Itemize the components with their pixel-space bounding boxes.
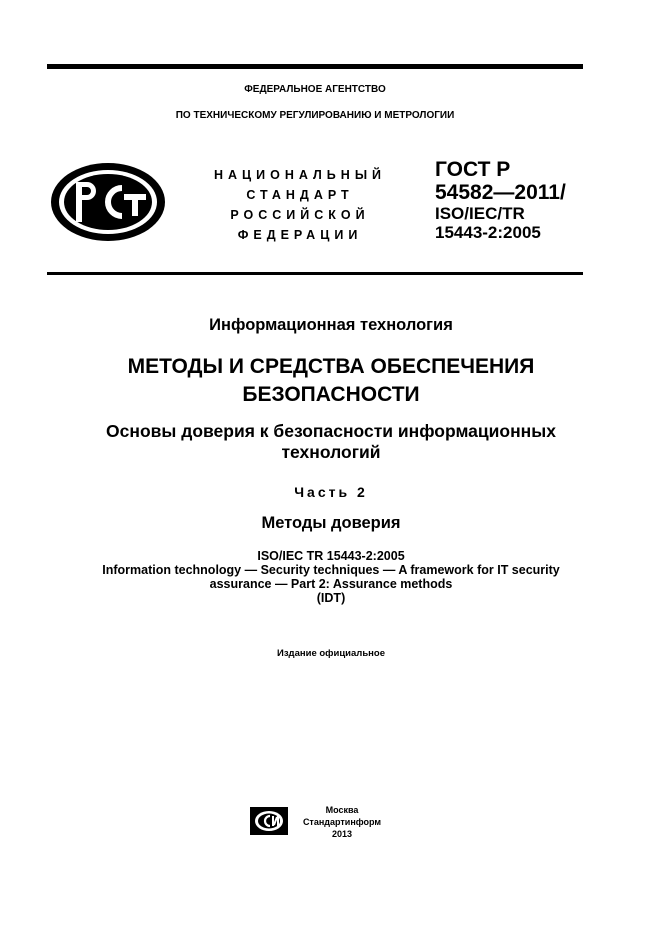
subtitle	[47, 421, 615, 463]
designation-gost: ГОСТ Р	[435, 158, 511, 181]
agency-name-line1: ФЕДЕРАЛЬНОЕ АГЕНТСТВО	[244, 84, 386, 95]
standartinform-logo-icon	[249, 806, 289, 836]
standard-type-line2: СТАНДАРТ	[246, 188, 354, 202]
publisher-year: 2013	[331, 829, 353, 839]
part-label: Часть 2	[294, 484, 368, 500]
header-rule	[47, 272, 583, 275]
subject-heading: Информационная технология	[209, 316, 453, 334]
intl-equivalence: (IDT)	[316, 591, 346, 605]
standard-type-line1: НАЦИОНАЛЬНЫЙ	[213, 168, 387, 182]
main-title-line2: БЕЗОПАСНОСТИ	[242, 383, 420, 406]
intl-designation: ISO/IEC TR 15443-2:2005	[257, 549, 405, 563]
agency-name-line2: ПО ТЕХНИЧЕСКОМУ РЕГУЛИРОВАНИЮ И МЕТРОЛОГИИ	[175, 110, 455, 121]
subtitle-line1: Основы доверия к безопасности информационных	[106, 421, 556, 441]
standard-type-line3: РОССИЙСКОЙ	[230, 208, 370, 222]
standard-type-line4: ФЕДЕРАЦИИ	[237, 228, 363, 242]
gost-r-logo-icon	[48, 160, 168, 244]
publisher-name: Стандартинформ	[302, 817, 382, 827]
standard-designation	[435, 158, 595, 242]
designation-number: 54582—2011/	[435, 181, 566, 204]
publisher-city: Москва	[325, 805, 359, 815]
top-rule	[47, 64, 583, 69]
intl-title-line2: assurance — Part 2: Assurance methods	[209, 577, 453, 591]
intl-title-line1: Information technology — Security techniques — A framework for IT security	[102, 563, 560, 577]
main-title-line1: МЕТОДЫ И СРЕДСТВА ОБЕСПЕЧЕНИЯ	[127, 355, 535, 378]
subtitle-line2: технологий	[281, 442, 381, 462]
international-reference	[47, 549, 615, 605]
publisher-info	[292, 804, 392, 840]
edition-note: Издание официальное	[277, 648, 385, 659]
main-title	[47, 353, 615, 409]
designation-iso: ISO/IEC/TR	[435, 204, 525, 223]
part-title: Методы доверия	[261, 514, 401, 532]
designation-iso-number: 15443-2:2005	[435, 223, 541, 242]
